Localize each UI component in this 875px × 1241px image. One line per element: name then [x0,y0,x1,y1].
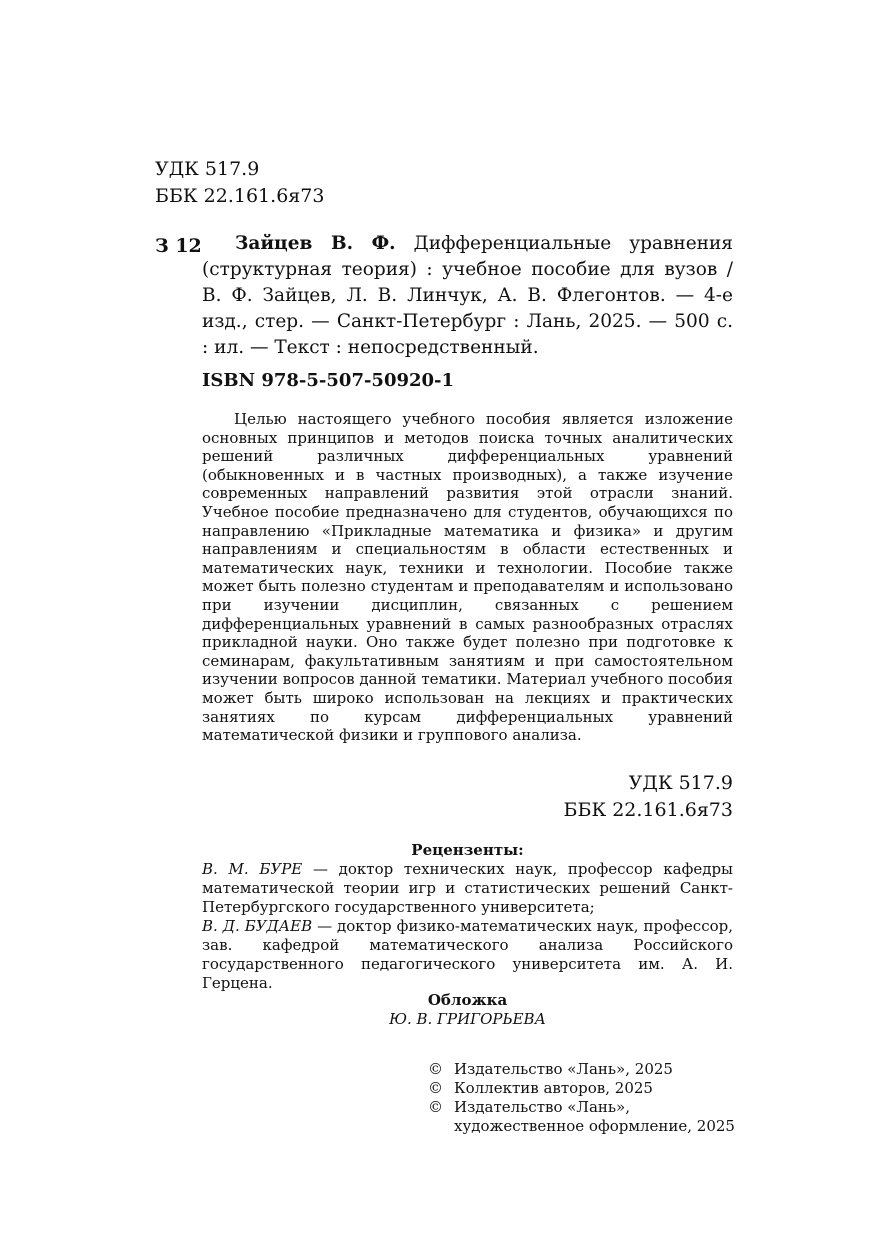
copyright-line [428,1098,735,1117]
reviewer-text: — доктор физико-математических наук, профессор, зав. кафедрой математического анализа Российского государственного педагогического университета им. А. И. Герцена. [202,917,733,992]
copyright-text: Издательство «Лань», 2025 [454,1060,673,1078]
author-sign: З 12 [155,235,202,257]
copyright-text: Коллектив авторов, 2025 [454,1079,653,1097]
reviewer-entry [202,860,733,917]
reviewer-name: В. Д. БУДАЕВ [202,917,313,935]
reviewer-text: — доктор технических наук, профессор кафедры математической теории игр и статистических решений Санкт-Петербургского государственного университета; [202,860,733,916]
classification-bottom [564,770,733,824]
bibliographic-record [202,231,733,361]
reviewer-name: В. М. БУРЕ [202,860,303,878]
isbn: ISBN 978-5-507-50920-1 [202,370,455,391]
copyright-text: художественное оформление, 2025 [454,1117,735,1135]
copyright-block [428,1060,735,1136]
reviewers-heading: Рецензенты: [411,841,524,859]
classification-top [155,156,324,210]
udk-code: УДК 517.9 [155,158,260,180]
copyright-symbol: © [428,1079,443,1097]
copyright-line [428,1117,735,1136]
abstract: Целью настоящего учебного пособия является изложение основных принципов и методов поиска точных аналитических решений различных дифференциальных уравнений (обыкновенных и в частных производных), а также изучение современных направлений развития этой отрасли знаний. Учебное пособие предназначено для студентов, обучающихся по направлению «Прикладные математика и физика» и другим направлениям и специальностям в области естественных и математических наук, техники и технологии. Пособие также может быть полезно студентам и преподавателям и использовано при изучении дисциплин, связанных с решением дифференциальных уравнений в самых разнообразных отраслях прикладной науки. Оно также будет полезно при подготовке к семинарам, факультативным занятиям и при самостоятельном изучении вопросов данной тематики. Материал учебного пособия может быть широко использован на лекциях и практических занятиях по курсам дифференциальных уравнений математической физики и группового анализа. [202,410,733,745]
bbk-code: ББК 22.161.6я73 [563,799,733,821]
copyright-text: Издательство «Лань», [454,1098,631,1116]
record-description: Дифференциальные уравнения (структурная теория) : учебное пособие для вузов / В. Ф. Зайцев, Л. В. Линчук, А. В. Флегонтов. — 4-е изд., стер. — Санкт-Петербург : Лань, 2025. — 500 с. : ил. — Текст : непосредственный. [202,233,733,358]
record-author: Зайцев В. Ф. [235,233,396,254]
udk-code: УДК 517.9 [628,772,733,794]
bbk-code: ББК 22.161.6я73 [155,185,325,207]
cover-heading: Обложка [427,991,508,1009]
copyright-symbol: © [428,1098,443,1116]
reviewer-entry [202,917,733,993]
copyright-line [428,1079,735,1098]
cover-designer: Ю. В. ГРИГОРЬЕВА [389,1010,546,1028]
copyright-symbol: © [428,1060,443,1078]
copyright-line [428,1060,735,1079]
